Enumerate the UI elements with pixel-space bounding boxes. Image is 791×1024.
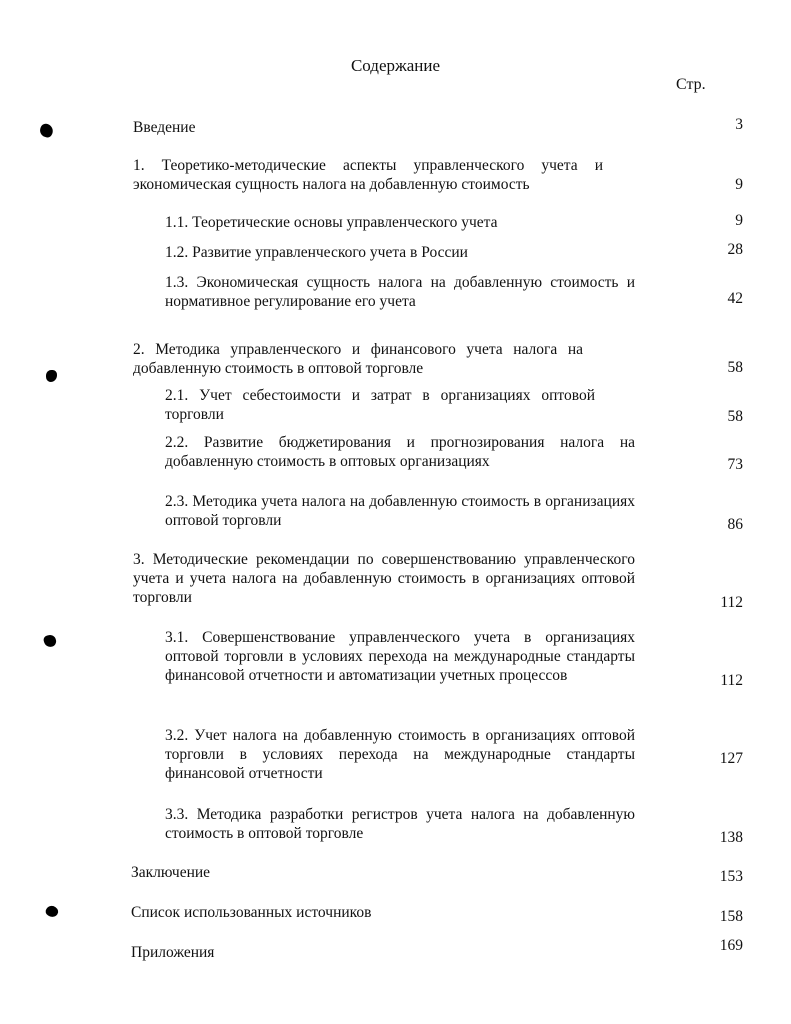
toc-entry-page: 3 (735, 116, 743, 133)
toc-entry-text: 2.2. Развитие бюджетирования и прогнозирования налога на добавленную стоимость в оптовых организациях (165, 434, 635, 470)
toc-entry-page: 153 (719, 868, 743, 885)
toc-entry-text: 1.1. Теоретические основы управленческого учета (165, 214, 498, 231)
punch-hole-mark (43, 634, 58, 649)
toc-entry-page: 169 (719, 937, 743, 954)
toc-entry-page: 58 (727, 408, 743, 425)
toc-entry-section-3-3 (165, 805, 743, 846)
toc-entry-section-1-2 (165, 241, 743, 262)
toc-entry-text: 1.3. Экономическая сущность налога на добавленную стоимость и нормативное регулирование его учета (165, 274, 635, 310)
toc-entry-text: 3.1. Совершенствование управленческого учета в организациях оптовой торговли в условиях перехода на международные стандарты финансовой отчетности и автоматизации учетных процессов (165, 629, 635, 684)
toc-entry-page: 9 (735, 176, 743, 193)
toc-entry-text: 2.1. Учет себестоимости и затрат в организациях оптовой торговли (165, 387, 595, 423)
toc-entry-page: 28 (727, 241, 743, 258)
page-title: Содержание (350, 56, 441, 75)
toc-entry-text: Заключение (131, 864, 211, 881)
toc-entry-section-2-3 (165, 492, 743, 533)
toc-entry-section-1-3 (165, 273, 743, 311)
toc-entry-text: Приложения (131, 944, 215, 961)
punch-hole-mark (46, 370, 57, 382)
page-column-label: Стр. (676, 76, 706, 93)
punch-hole-mark (44, 904, 60, 920)
toc-entry-chapter-1 (133, 156, 743, 194)
toc-entry-text: 3.3. Методика разработки регистров учета налога на добавленную стоимость в оптовой торговле (165, 806, 635, 842)
toc-entry-page: 112 (720, 594, 743, 611)
toc-entry-text: 3.2. Учет налога на добавленную стоимость в организациях оптовой торговли в условиях перехода на международные стандарты финансовой отчетности (165, 727, 635, 782)
toc-entry-section-3-1 (165, 628, 743, 689)
toc-entry-page: 58 (727, 359, 743, 376)
toc-entry-section-2-1 (165, 386, 743, 425)
toc-entry-page: 138 (719, 829, 743, 846)
punch-hole-mark (38, 122, 55, 139)
toc-entry-text: 1.2. Развитие управленческого учета в России (165, 244, 468, 261)
toc-entry-page: 112 (720, 672, 743, 689)
toc-entry-appendices (131, 937, 743, 962)
toc-entry-chapter-2 (133, 340, 743, 378)
toc-entry-page: 86 (727, 516, 743, 533)
toc-entry-text: Список использованных источников (131, 904, 372, 921)
toc-entry-page: 127 (719, 750, 743, 767)
toc-entry-references (131, 903, 743, 925)
toc-entry-section-3-2 (165, 726, 743, 783)
toc-entry-section-2-2 (165, 433, 743, 473)
toc-entry-text: Введение (133, 119, 196, 136)
toc-entry-page: 42 (727, 290, 743, 307)
toc-entry-introduction (133, 116, 743, 137)
toc-entry-text: 2.3. Методика учета налога на добавленную стоимость в организациях оптовой торговли (165, 493, 635, 529)
toc-entry-conclusion (131, 863, 743, 885)
toc-entry-chapter-3 (133, 550, 743, 611)
toc-entry-section-1-1 (165, 212, 743, 232)
toc-entry-text: 1. Теоретико-методические аспекты управленческого учета и экономическая сущность налога на добавленную стоимость (133, 157, 603, 193)
toc-entry-page: 158 (719, 908, 743, 925)
toc-entry-text: 3. Методические рекомендации по совершенствованию управленческого учета и учета налога на добавленную стоимость в организациях оптовой торговли (133, 551, 635, 606)
toc-entry-page: 9 (735, 212, 743, 229)
toc-entry-text: 2. Методика управленческого и финансового учета налога на добавленную стоимость в оптовой торговле (133, 341, 583, 377)
toc-entry-page: 73 (727, 456, 743, 473)
